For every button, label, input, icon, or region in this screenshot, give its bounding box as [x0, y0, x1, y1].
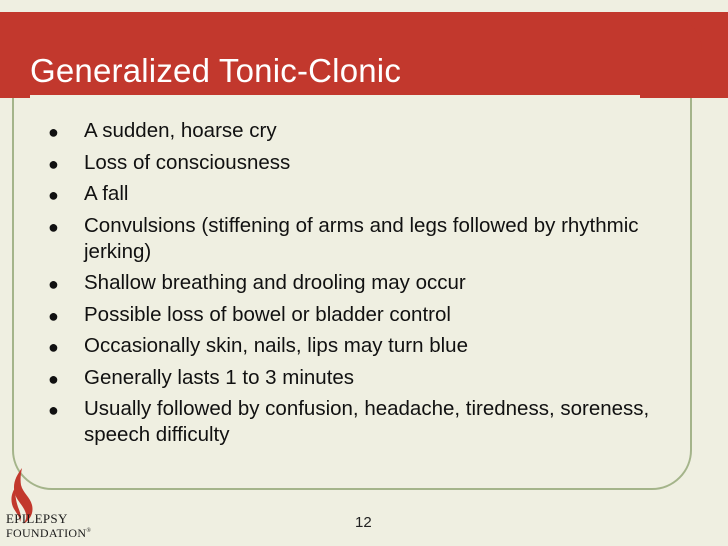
logo-wordmark — [6, 513, 91, 539]
bullet-icon: ● — [48, 274, 59, 294]
bullet-item: ● A fall — [44, 181, 664, 207]
bullet-icon: ● — [48, 216, 59, 237]
bullet-item: ● Generally lasts 1 to 3 minutes — [44, 365, 664, 391]
bullet-item: ● Possible loss of bowel or bladder control — [44, 302, 664, 328]
bullet-icon: ● — [48, 185, 59, 205]
bullet-item: ● Usually followed by confusion, headache, tiredness, soreness, speech difficulty — [48, 397, 650, 446]
bullet-icon: ● — [48, 153, 59, 174]
bullet-item: ● A sudden, hoarse cry — [44, 118, 664, 144]
title-underline — [30, 95, 640, 98]
bullet-icon: ● — [48, 368, 59, 389]
bullet-list — [44, 118, 664, 454]
bullet-item: ● Loss of consciousness — [44, 150, 664, 176]
bullet-icon: ● — [48, 305, 59, 326]
bullet-item: ● Occasionally skin, nails, lips may turn blue — [44, 333, 664, 359]
logo-line2: FOUNDATION® — [6, 526, 92, 540]
bullet-item: ● Shallow breathing and drooling may occur — [44, 270, 664, 296]
page-number: 12 — [355, 514, 372, 531]
bullet-item: ● Convulsions (stiffening of arms and legs followed by rhythmic jerking) — [48, 213, 639, 263]
logo-line1: EPILEPSY — [6, 511, 68, 526]
bullet-icon: ● — [48, 400, 59, 420]
bullet-icon: ● — [48, 122, 59, 142]
slide-title: Generalized Tonic-Clonic — [30, 52, 402, 89]
bullet-icon: ● — [48, 337, 59, 357]
